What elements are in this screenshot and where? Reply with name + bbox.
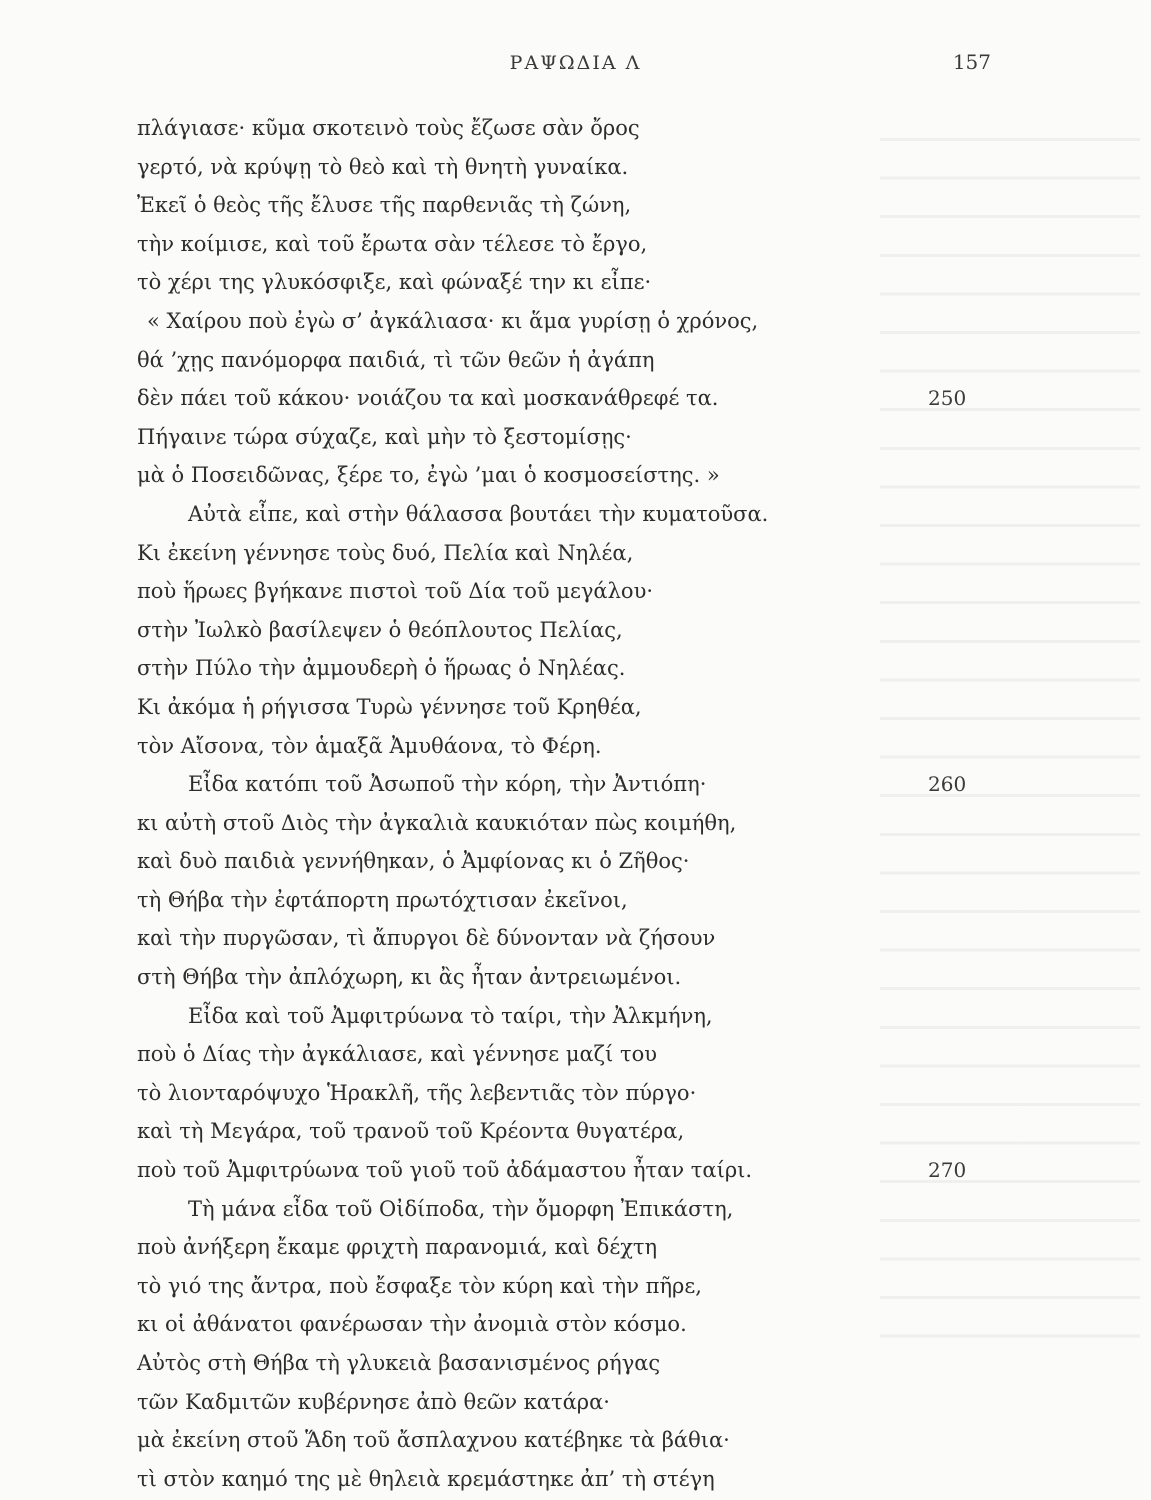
verse-text: στὴν Πύλο τὴν ἀμμουδερὴ ὁ ἥρωας ὁ Νηλέας. [137,656,626,681]
show-through-text [880,120,1140,1340]
verse-text: Αὐτὰ εἶπε, καὶ στὴν θάλασσα βουτάει τὴν κυματοῦσα. [188,501,769,526]
verse-text: στὴν Ἰωλκὸ βασίλεψεν ὁ θεόπλουτος Πελίας, [137,617,623,642]
verse-text: ποὺ ἥρωες βγήκανε πιστοὶ τοῦ Δία τοῦ μεγάλου· [137,579,654,604]
verse-text: μὰ ὁ Ποσειδῶνας, ξέρε το, ἐγὼ ’μαι ὁ κοσμοσείστης. » [137,463,720,488]
verse-text: καὶ δυὸ παιδιὰ γεννήθηκαν, ὁ Ἀμφίονας κι ὁ Ζῆθος· [137,849,690,874]
verse-text: Εἶδα κατόπι τοῦ Ἀσωποῦ τὴν κόρη, τὴν Ἀντιόπη· [188,772,707,797]
verse-text: στὴ Θήβα τὴν ἀπλόχωρη, κι ἂς ἦταν ἀντρειωμένοι. [137,965,682,990]
verse-line [137,1112,837,1151]
verse-line [137,997,837,1036]
verse-text: δὲν πάει τοῦ κάκου· νοιάζου τα καὶ μοσκανάθρεφέ τα. [137,386,719,411]
verse-line [137,688,837,727]
verse-line [137,727,837,766]
verse-text: τὸ γιό της ἄντρα, ποὺ ἔσφαξε τὸν κύρη καὶ τὴν πῆρε, [137,1273,702,1298]
verse-text: τὶ στὸν καημό της μὲ θηλειὰ κρεμάστηκε ἀπ’ τὴ στέγη [137,1466,715,1491]
verse-line [137,186,837,225]
verse-line [137,765,967,804]
verse-line [137,881,837,920]
verse-text: τὸν Αἴσονα, τὸν ἁμαξᾶ Ἀμυθάονα, τὸ Φέρη. [137,733,602,758]
verse-line [137,534,837,573]
verse-line [137,379,967,418]
verse-text: κι αὐτὴ στοῦ Διὸς τὴν ἀγκαλιὰ καυκιόταν πὼς κοιμήθη, [137,810,737,835]
verse-line [137,1421,837,1460]
verse-line [137,1190,837,1229]
verse-line [137,572,837,611]
verse-line [137,109,837,148]
verse-line [137,1267,837,1306]
verse-line [137,263,837,302]
verse-line [137,1383,837,1422]
verse-line [137,495,837,534]
verse-text: Αὐτὸς στὴ Θήβα τὴ γλυκειὰ βασανισμένος ρήγας [137,1351,661,1375]
verse-text: Κι ἀκόμα ἡ ρήγισσα Τυρὼ γέννησε τοῦ Κρηθέα, [137,694,642,719]
verse-text: Ἐκεῖ ὁ θεὸς τῆς ἔλυσε τῆς παρθενιᾶς τὴ ζώνη, [137,193,632,218]
verse-line [137,418,837,457]
verse-text: Πήγαινε τώρα σύχαζε, καὶ μὴν τὸ ξεστομίσῃς· [137,424,632,449]
verse-text: ποὺ τοῦ Ἀμφιτρύωνα τοῦ γιοῦ τοῦ ἀδάμαστου ἦταν ταίρι. [137,1158,753,1183]
verse-text: τὴν κοίμισε, καὶ τοῦ ἔρωτα σὰν τέλεσε τὸ ἔργο, [137,231,648,256]
verse-line [137,1074,837,1113]
verse-line [137,919,837,958]
running-header-title: ΡΑΨΩΔΙΑ Λ [509,52,642,74]
verse-line [137,456,837,495]
line-number: 250 [928,386,967,411]
verse-line [137,1460,837,1499]
verse-line [137,611,837,650]
verse-text: τῶν Καδμιτῶν κυβέρνησε ἀπὸ θεῶν κατάρα· [137,1389,610,1414]
verse-line [137,1151,967,1190]
verse-text: πλάγιασε· κῦμα σκοτεινὸ τοὺς ἔζωσε σὰν ὄρος [137,116,640,140]
page-number: 157 [952,50,991,74]
verse-line [137,225,837,264]
verse-text: τὸ χέρι της γλυκόσφιξε, καὶ φώναξέ την κι εἶπε· [137,270,652,295]
verse-text: ποὺ ἀνήξερη ἔκαμε φριχτὴ παρανομιά, καὶ δέχτη [137,1235,658,1260]
verse-text: « Χαίρου ποὺ ἐγὼ σ’ ἀγκάλιασα· κι ἅμα γυρίσῃ ὁ χρόνος, [147,308,759,333]
verse-text: γερτό, νὰ κρύψῃ τὸ θεὸ καὶ τὴ θνητὴ γυναίκα. [137,154,629,179]
verse-text: καὶ τὴ Μεγάρα, τοῦ τρανοῦ τοῦ Κρέοντα θυγατέρα, [137,1119,685,1144]
verse-line [137,1305,837,1344]
verse-text: Κι ἐκείνη γέννησε τοὺς δυό, Πελία καὶ Νηλέα, [137,540,634,565]
verse-line [137,1228,837,1267]
verse-line [137,804,837,843]
verse-line [137,1035,837,1074]
verse-line [137,958,837,997]
verse-text: μὰ ἐκείνη στοῦ Ἅδη τοῦ ἄσπλαχνου κατέβηκε τὰ βάθια· [137,1428,730,1453]
line-number: 260 [928,772,967,797]
verse-text: θά ’χῃς πανόμορφα παιδιά, τὶ τῶν θεῶν ἡ ἀγάπη [137,347,655,372]
verse-line [137,1344,837,1383]
verse-block [137,109,967,1498]
verse-line [137,302,837,341]
verse-text: καὶ τὴν πυργῶσαν, τὶ ἄπυργοι δὲ δύνονταν νὰ ζήσουν [137,926,716,951]
verse-text: Εἶδα καὶ τοῦ Ἀμφιτρύωνα τὸ ταίρι, τὴν Ἀλκμήνη, [188,1003,713,1028]
verse-text: Τὴ μάνα εἶδα τοῦ Οἰδίποδα, τὴν ὄμορφη Ἐπικάστη, [188,1196,734,1221]
verse-text: κι οἱ ἀθάνατοι φανέρωσαν τὴν ἀνομιὰ στὸν κόσμο. [137,1312,687,1337]
verse-text: τὴ Θήβα τὴν ἐφτάπορτη πρωτόχτισαν ἐκεῖνοι, [137,887,628,912]
verse-line [137,148,837,187]
verse-text: τὸ λιονταρόψυχο Ἡρακλῆ, τῆς λεβεντιᾶς τὸν πύργο· [137,1080,697,1105]
verse-line [137,842,837,881]
verse-line [137,649,837,688]
verse-line [137,341,837,380]
line-number: 270 [928,1158,967,1183]
verse-text: ποὺ ὁ Δίας τὴν ἀγκάλιασε, καὶ γέννησε μαζί του [137,1042,657,1067]
